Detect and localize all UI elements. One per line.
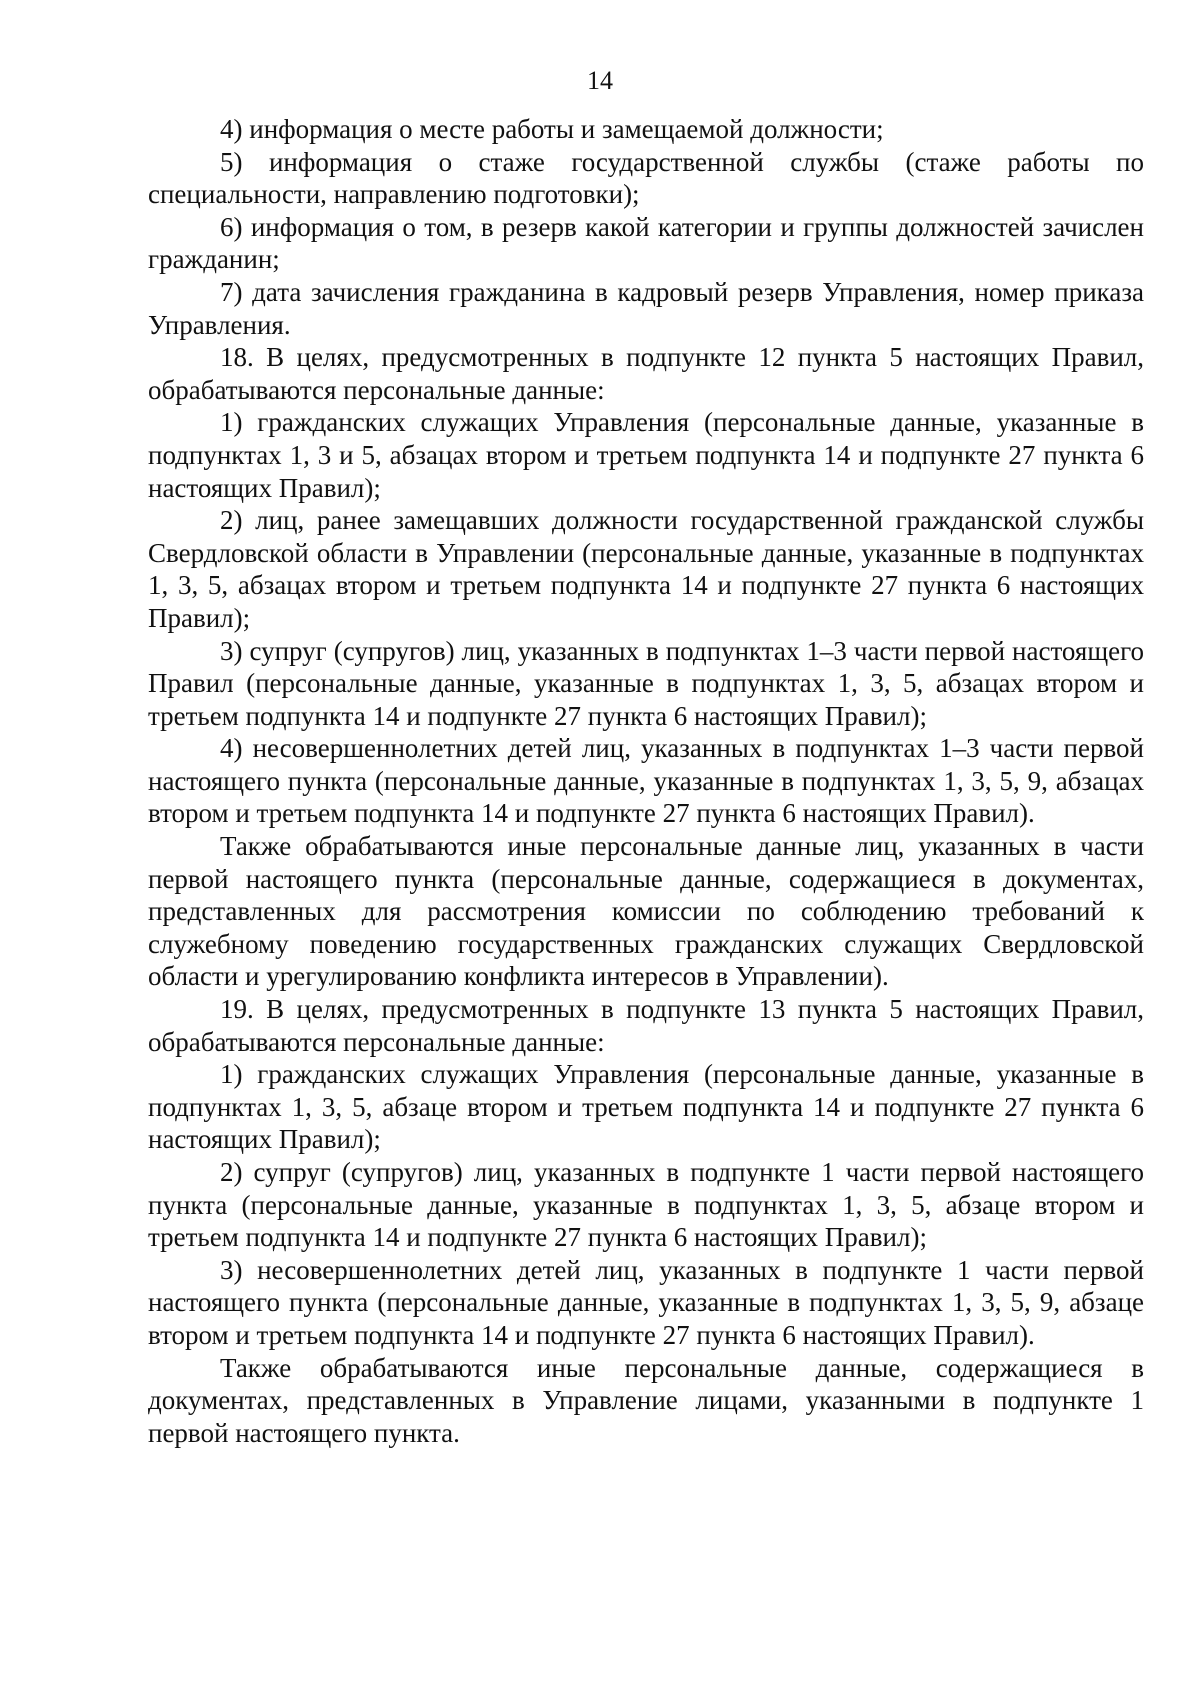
page-number: 14 [587, 66, 613, 95]
paragraph-clause-18-also: Также обрабатываются иные персональные данные лиц, указанных в части первой настоящего пункта (персональные данные, содержащиеся в документах, представленных для рассмотрения комиссии по соблюдению требований к служебному поведению государственных гражданских служащих Свердловской области и урегулированию конфликта интересов в Управлении). [148, 831, 1144, 992]
paragraph-clause-19-item-1: 1) гражданских служащих Управления (персональные данные, указанные в подпунктах 1, 3, 5, абзаце втором и третьем подпункта 14 и подпункте 27 пункта 6 настоящих Правил); [148, 1059, 1144, 1155]
paragraph-clause-18-item-3: 3) супруг (супругов) лиц, указанных в подпунктах 1–3 части первой настоящего Правил (персональные данные, указанные в подпунктах 1, 3, 5, абзацах втором и третьем подпункта 14 и подпункте 27 пункта 6 настоящих Правил); [148, 635, 1144, 731]
paragraph-clause-19-item-3: 3) несовершеннолетних детей лиц, указанных в подпункте 1 части первой настоящего пункта (персональные данные, указанные в подпунктах 1, 3, 5, 9, абзаце втором и третьем подпункта 14 и подпункте 27 пункта 6 настоящих Правил). [148, 1254, 1144, 1350]
paragraph-item-5-service-length: 5) информация о стаже государственной службы (стаже работы по специальности, направлению подготовки); [148, 146, 1144, 210]
paragraph-clause-18-item-4: 4) несовершеннолетних детей лиц, указанных в подпунктах 1–3 части первой настоящего пункта (персональные данные, указанные в подпунктах 1, 3, 5, 9, абзацах втором и третьем подпункта 14 и подпункте 27 пункта 6 настоящих Правил). [148, 733, 1144, 829]
paragraph-item-4-workplace: 4) информация о месте работы и замещаемой должности; [220, 114, 884, 144]
paragraph-clause-19-item-2: 2) супруг (супругов) лиц, указанных в подпункте 1 части первой настоящего пункта (персональные данные, указанные в подпунктах 1, 3, 5, абзаце втором и третьем подпункта 14 и подпункте 27 пункта 6 настоящих Правил); [148, 1157, 1144, 1253]
paragraph-item-6-reserve-category: 6) информация о том, в резерв какой категории и группы должностей зачислен гражданин; [148, 211, 1144, 275]
paragraph-clause-19: 19. В целях, предусмотренных в подпункте 13 пункта 5 настоящих Правил, обрабатываются персональные данные: [148, 994, 1144, 1057]
paragraph-item-7-enrollment-date: 7) дата зачисления гражданина в кадровый резерв Управления, номер приказа Управления. [148, 276, 1144, 340]
paragraph-clause-18-item-1: 1) гражданских служащих Управления (персональные данные, указанные в подпунктах 1, 3 и 5, абзацах втором и третьем подпункта 14 и подпункте 27 пункта 6 настоящих Правил); [148, 407, 1144, 503]
paragraph-clause-18-item-2: 2) лиц, ранее замещавших должности государственной гражданской службы Свердловской области в Управлении (персональные данные, указанные в подпунктах 1, 3, 5, абзацах втором и третьем подпункта 14 и подпункте 27 пункта 6 настоящих Правил); [148, 505, 1144, 633]
paragraph-clause-18: 18. В целях, предусмотренных в подпункте 12 пункта 5 настоящих Правил, обрабатываются персональные данные: [148, 342, 1144, 405]
paragraph-clause-19-also: Также обрабатываются иные персональные данные, содержащиеся в документах, представленных в Управление лицами, указанными в подпункте 1 первой настоящего пункта. [148, 1352, 1144, 1448]
document-body [148, 113, 1144, 1449]
